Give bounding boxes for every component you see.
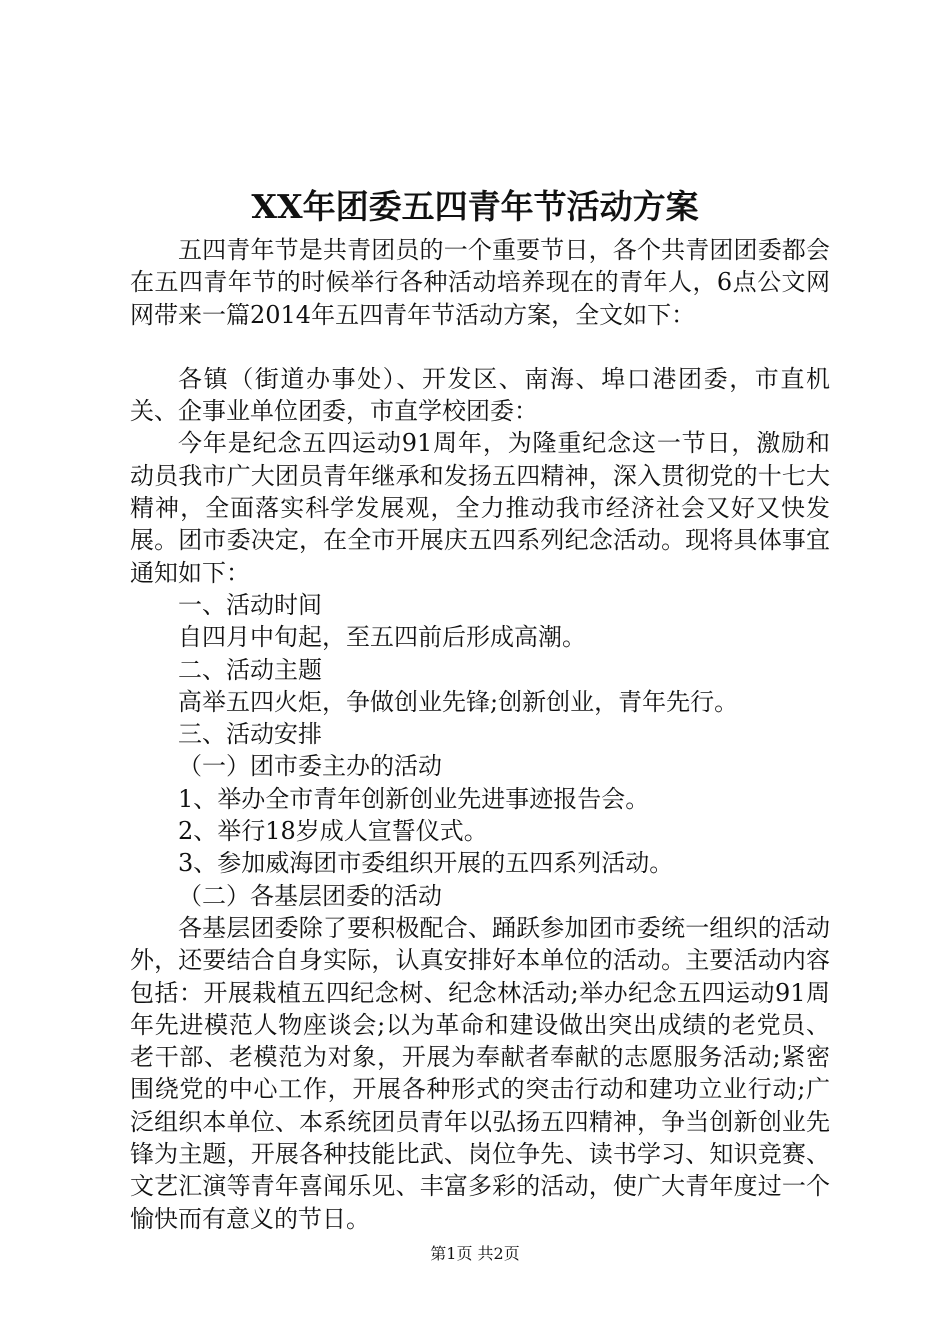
subsection-heading-city: （一）团市委主办的活动: [178, 752, 442, 781]
document-title: XX年团委五四青年节活动方案: [251, 187, 699, 226]
section-heading-arrangement: 三、活动安排: [178, 720, 322, 749]
intro-paragraph: 五四青年节是共青团员的一个重要节日，各个共青团团委都会在五四青年节的时候举行各种活动培养现在的青年人，6点公文网网带来一篇2014年五四青年节活动方案，全文如下：: [130, 236, 830, 329]
theme-paragraph: 高举五四火炬，争做创业先锋;创新创业，青年先行。: [178, 687, 739, 716]
section-heading-time: 一、活动时间: [178, 590, 322, 619]
section-heading-theme: 二、活动主题: [178, 655, 322, 684]
document-body: [130, 234, 830, 1235]
time-paragraph: 自四月中旬起，至五四前后形成高潮。: [178, 623, 586, 652]
page-footer: 第1页 共2页: [430, 1244, 520, 1263]
grassroots-paragraph: 各基层团委除了要积极配合、踊跃参加团市委统一组织的活动外，还要结合自身实际，认真安排好本单位的活动。主要活动内容包括：开展栽植五四纪念树、纪念林活动;举办纪念五四运动91周年先进模范人物座谈会;以为革命和建设做出突出成绩的老党员、老干部、老模范为对象，开展为奉献者奉献的志愿服务活动;紧密围绕党的中心工作，开展各种形式的突击行动和建功立业行动;广泛组织本单位、本系统团员青年以弘扬五四精神，争当创新创业先锋为主题，开展各种技能比武、岗位争先、读书学习、知识竞赛、文艺汇演等青年喜闻乐见、丰富多彩的活动，使广大青年度过一个愉快而有意义的节日。: [130, 913, 830, 1233]
subsection-heading-grassroots: （二）各基层团委的活动: [178, 881, 442, 910]
list-item: 2、举行18岁成人宣誓仪式。: [178, 817, 488, 846]
list-item: 1、举办全市青年创新创业先进事迹报告会。: [178, 784, 650, 813]
background-paragraph: 今年是纪念五四运动91周年，为隆重纪念这一节日，激励和动员我市广大团员青年继承和发扬五四精神，深入贯彻党的十七大精神，全面落实科学发展观，全力推动我市经济社会又好又快发展。团市委决定，在全市开展庆五四系列纪念活动。现将具体事宜通知如下：: [130, 429, 830, 587]
list-item: 3、参加威海团市委组织开展的五四系列活动。: [178, 849, 674, 878]
addressee-paragraph: 各镇（街道办事处）、开发区、南海、埠口港团委，市直机关、企事业单位团委，市直学校团委：: [130, 364, 830, 426]
